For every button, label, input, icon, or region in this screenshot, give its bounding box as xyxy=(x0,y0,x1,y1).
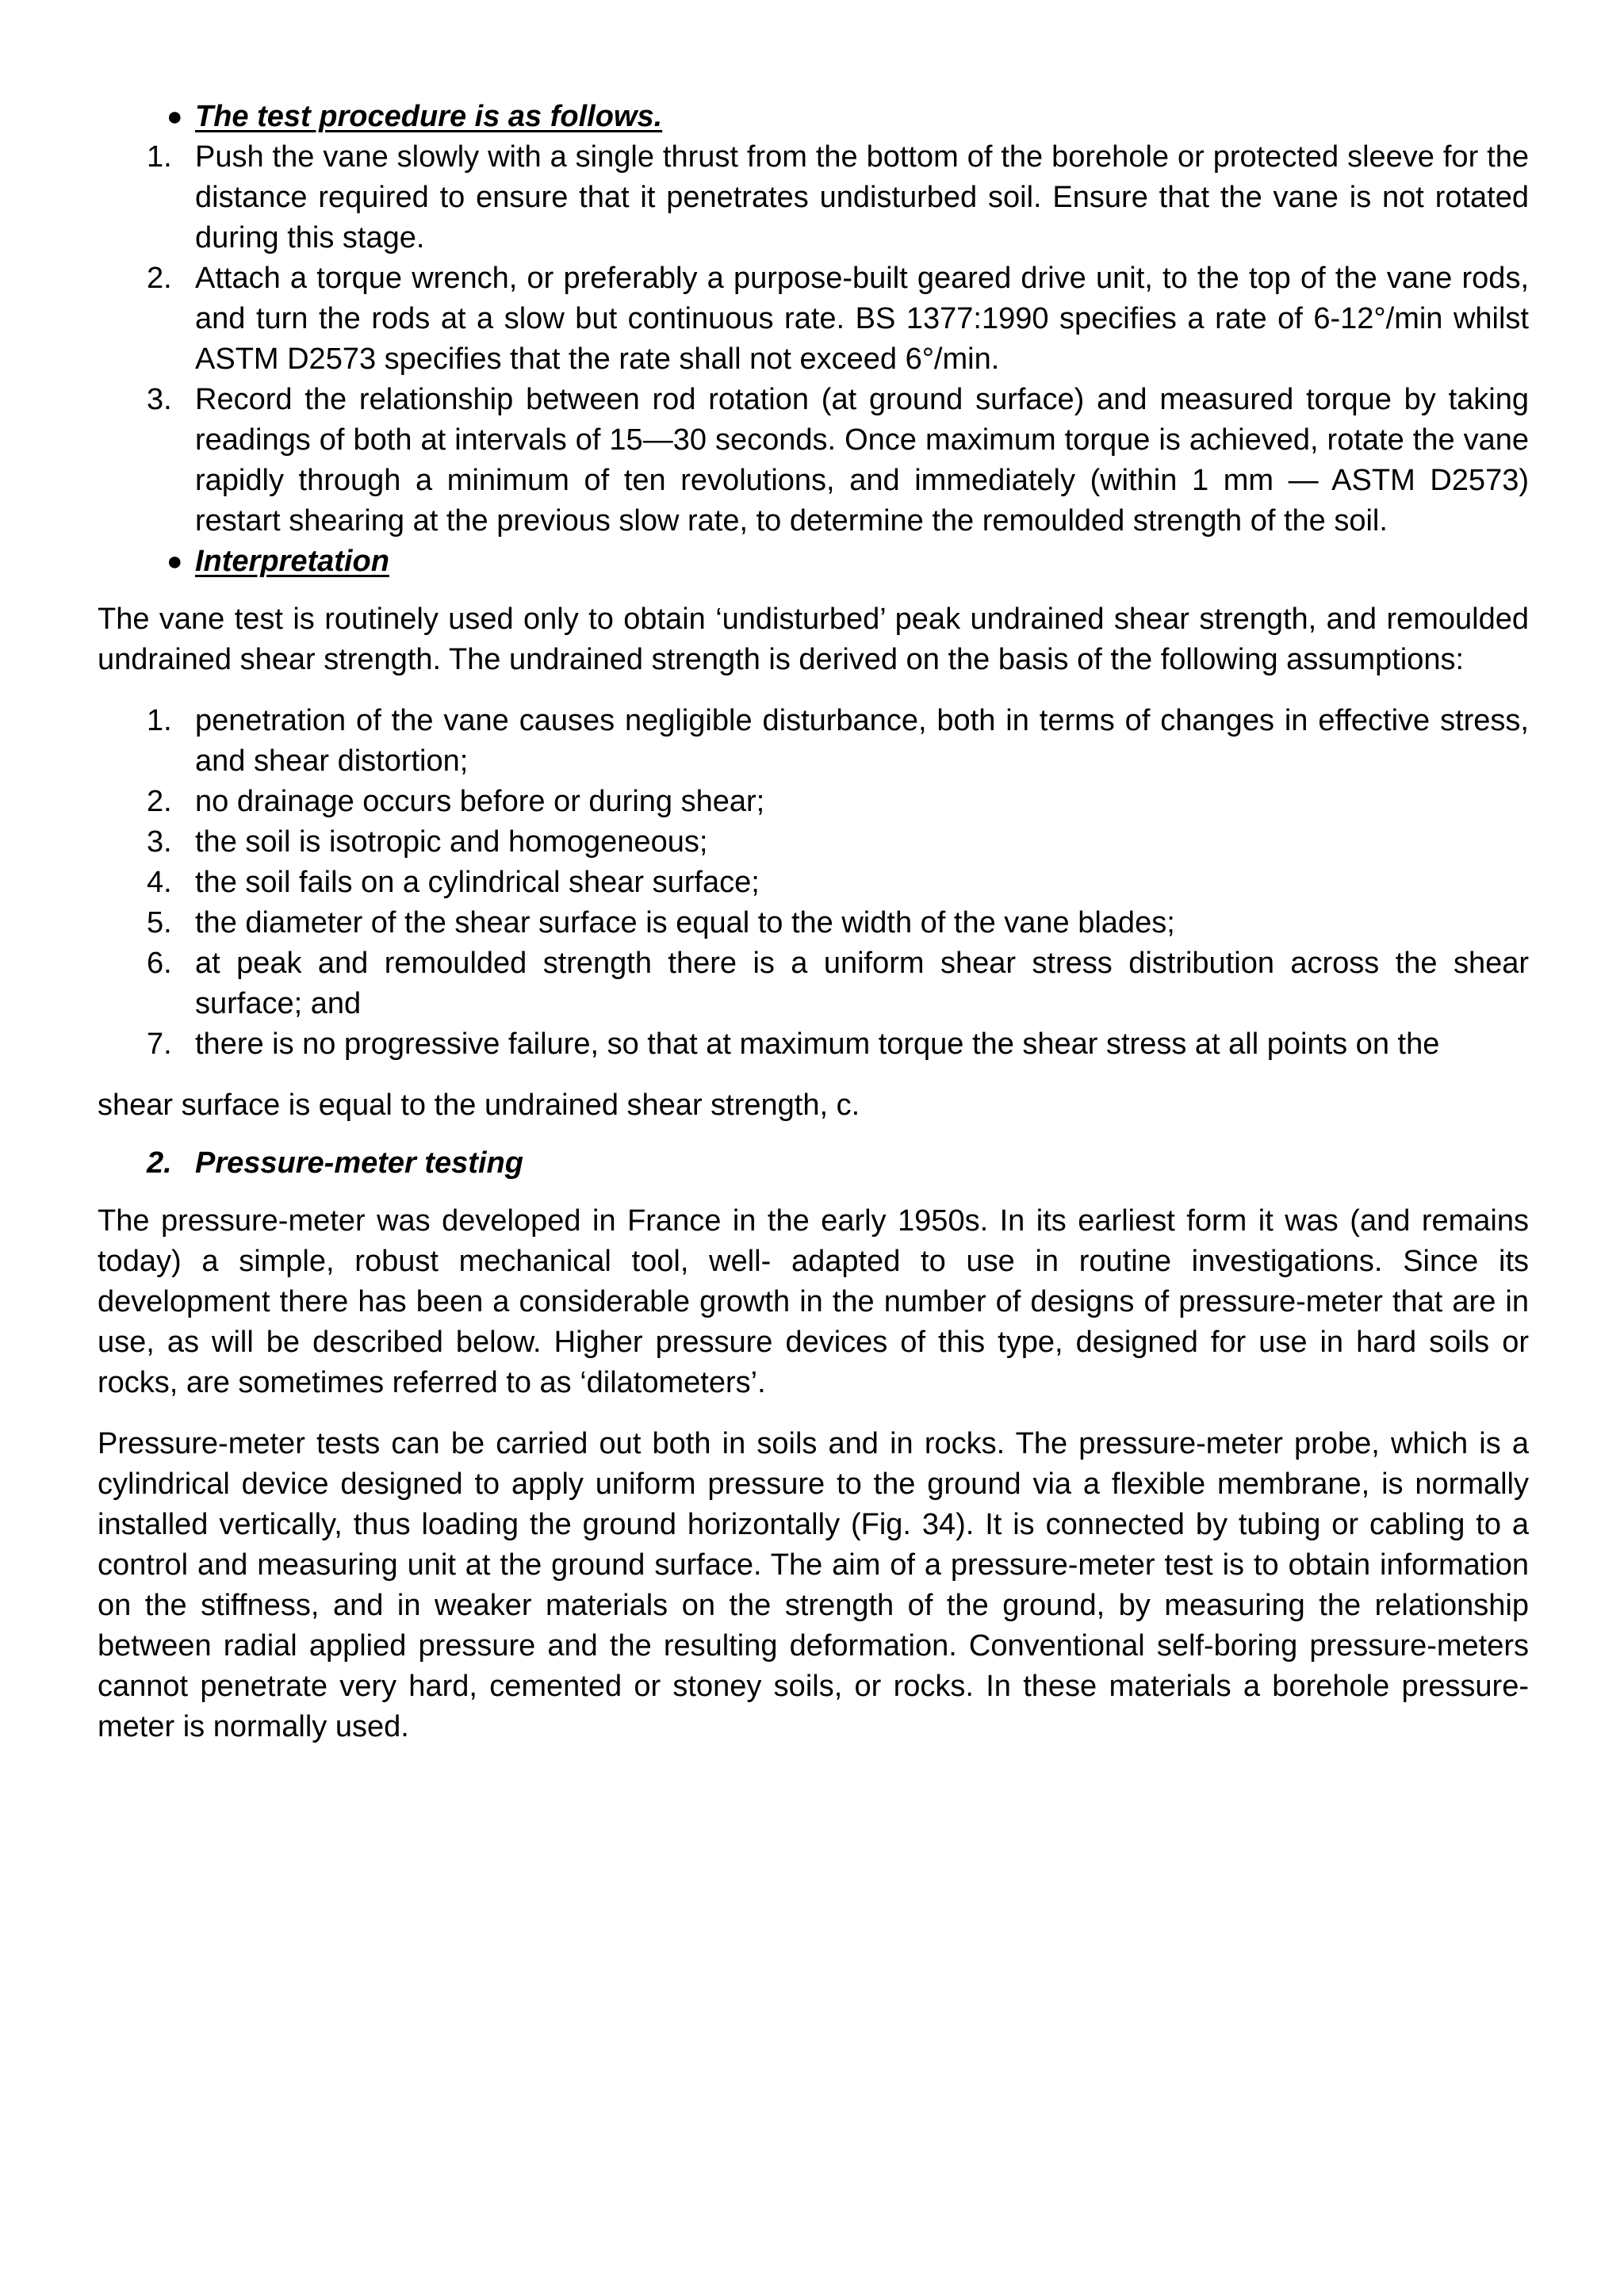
list-text: the soil fails on a cylindrical shear surface; xyxy=(195,866,760,899)
pressuremeter-paragraph-2: Pressure-meter tests can be carried out both in soils and in rocks. The pressure-meter probe, which is a cylindrical device designed to apply uniform pressure to the ground via a flexible membrane, is normally installed vertically, thus loading the ground horizontally (Fig. 34). It is connected by tubing or cabling to a control and measuring unit at the ground surface. The aim of a pressure-meter test is to obtain information on the stiffness, and in weaker materials on the strength of the ground, by measuring the relationship between radial applied pressure and the resulting deformation. Conventional self-boring pressure-meters cannot penetrate very hard, cemented or stoney soils, or rocks. In these materials a borehole pressure-meter is normally used. xyxy=(98,1427,1529,1743)
list-number: 6. xyxy=(147,947,172,980)
interpretation-intro: The vane test is routinely used only to obtain ‘undisturbed’ peak undrained shear strength, and remoulded undrained shear strength. The undrained strength is derived on the basis of the following assumptions: xyxy=(98,603,1529,676)
list-item xyxy=(98,258,1529,380)
list-item xyxy=(98,863,1529,903)
procedure-steps xyxy=(98,137,1529,541)
pressuremeter-paragraph-1: The pressure-meter was developed in France in the early 1950s. In its earliest form it was (and remains today) a simple, robust mechanical tool, well- adapted to use in routine investigations. Since its development there has been a considerable growth in the number of designs of pressure-meter that are in use, as will be described below. Higher pressure devices of this type, designed for use in hard soils or rocks, are sometimes referred to as ‘dilatometers’. xyxy=(98,1204,1529,1399)
list-text: penetration of the vane causes negligible disturbance, both in terms of changes in effective stress, and shear distortion; xyxy=(195,704,1529,778)
list-number: 2. xyxy=(147,785,172,818)
assumptions-continuation: shear surface is equal to the undrained shear strength, c. xyxy=(98,1089,860,1122)
list-number: 3. xyxy=(147,383,172,416)
list-item xyxy=(98,943,1529,1024)
list-item xyxy=(98,1024,1529,1065)
list-item xyxy=(98,782,1529,822)
interpretation-heading: Interpretation xyxy=(195,545,389,578)
list-text: no drainage occurs before or during shear; xyxy=(195,785,765,818)
list-text: Record the relationship between rod rotation (at ground surface) and measured torque by taking readings of both at intervals of 15—30 seconds. Once maximum torque is achieved, rotate the vane rapidly through a minimum of ten revolutions, and immediately (within 1 mm — ASTM D2573) restart shearing at the previous slow rate, to determine the remoulded strength of the soil. xyxy=(195,383,1529,538)
list-number: 7. xyxy=(147,1027,172,1061)
document-page xyxy=(98,97,1529,1747)
list-number: 1. xyxy=(147,140,172,174)
bullet-icon: ● xyxy=(167,546,183,576)
list-number: 5. xyxy=(147,906,172,939)
section-number: 2. xyxy=(147,1146,172,1180)
section-title: Pressure-meter testing xyxy=(195,1146,523,1180)
procedure-bullet xyxy=(98,97,1529,137)
list-number: 4. xyxy=(147,866,172,899)
bullet-icon: ● xyxy=(167,101,183,132)
list-number: 2. xyxy=(147,262,172,295)
assumptions-list xyxy=(98,701,1529,1065)
list-number: 1. xyxy=(147,704,172,737)
list-text: the diameter of the shear surface is equal to the width of the vane blades; xyxy=(195,906,1175,939)
interpretation-bullet xyxy=(98,541,1529,582)
list-item xyxy=(98,903,1529,943)
list-text: the soil is isotropic and homogeneous; xyxy=(195,825,708,859)
section-heading xyxy=(98,1143,1529,1184)
procedure-heading: The test procedure is as follows. xyxy=(195,100,663,133)
list-text: at peak and remoulded strength there is a uniform shear stress distribution across the shear surface; and xyxy=(195,947,1529,1020)
list-item xyxy=(98,822,1529,863)
list-text: Push the vane slowly with a single thrust from the bottom of the borehole or protected sleeve for the distance required to ensure that it penetrates undisturbed soil. Ensure that the vane is not rotated during this stage. xyxy=(195,140,1529,254)
list-item xyxy=(98,380,1529,541)
list-text: Attach a torque wrench, or preferably a purpose-built geared drive unit, to the top of the vane rods, and turn the rods at a slow but continuous rate. BS 1377:1990 specifies a rate of 6-12°/min whilst ASTM D2573 specifies that the rate shall not exceed 6°/min. xyxy=(195,262,1529,376)
list-item xyxy=(98,137,1529,258)
list-text: there is no progressive failure, so that at maximum torque the shear stress at all points on the xyxy=(195,1027,1440,1061)
list-number: 3. xyxy=(147,825,172,859)
list-item xyxy=(98,701,1529,782)
